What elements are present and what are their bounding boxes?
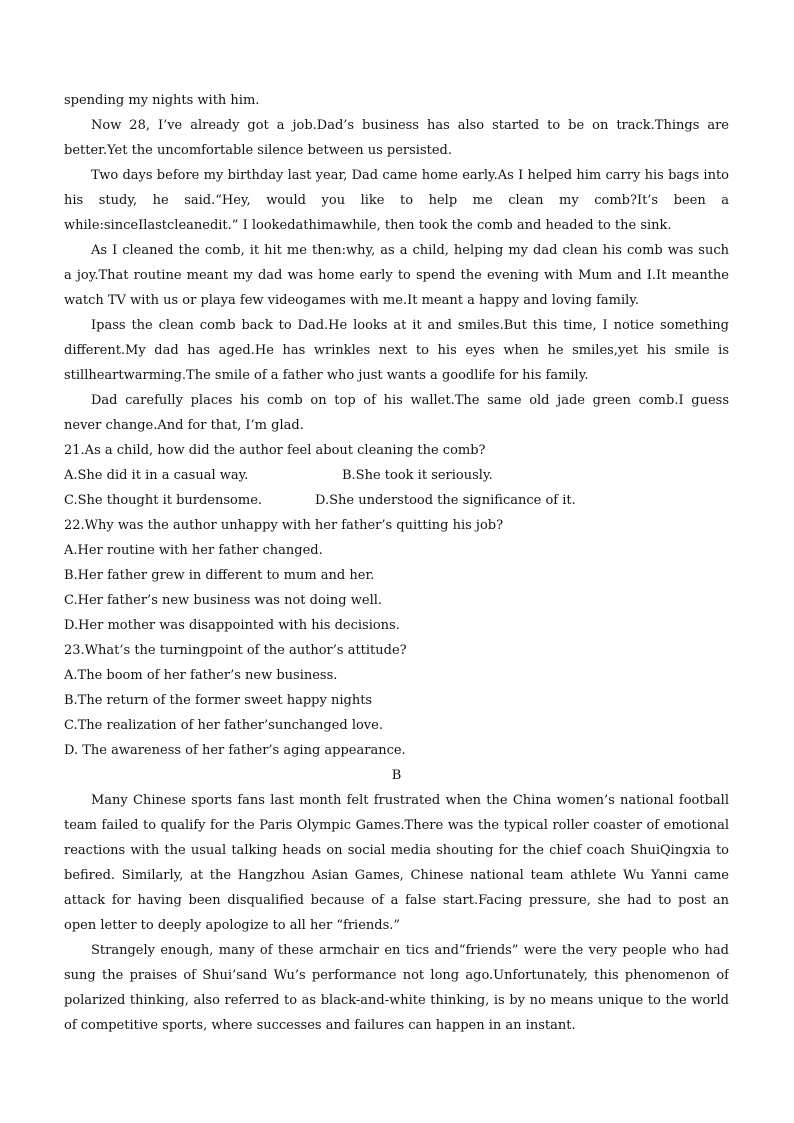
text-line: never change.And for that, I’m glad.	[64, 418, 304, 433]
text-line: stillheartwarming.The smile of a father who just wants a goodlife for his family.	[64, 368, 589, 383]
question-stem: 21.As a child, how did the author feel about cleaning the comb?	[64, 443, 486, 458]
text-line: befired. Similarly, at the Hangzhou Asian Games, Chinese national team athlete Wu Yanni came	[64, 868, 729, 883]
text-line: sung the praises of Shui’sand Wu’s performance not long ago.Unfortunately, this phenomenon of	[64, 968, 729, 983]
page-content	[64, 88, 729, 1038]
option-a: A.Her routine with her father changed.	[64, 543, 323, 558]
text-line: reactions with the usual talking heads on social media shouting for the chief coach ShuiQingxia to	[64, 843, 729, 858]
option-c: C.She thought it burdensome.	[64, 493, 263, 508]
option-a: A.She did it in a casual way.	[64, 468, 249, 483]
text-line: watch TV with us or playa few videogames with me.It meant a happy and loving family.	[64, 293, 640, 308]
text-line: of competitive sports, where successes and failures can happen in an instant.	[64, 1018, 576, 1033]
passage-b-paragraph-1	[64, 788, 729, 938]
text-line: team failed to qualify for the Paris Olympic Games.There was the typical roller coaster of emotional	[64, 818, 729, 833]
question-stem: 23.What’s the turningpoint of the author’s attitude?	[64, 643, 407, 658]
text-line: Now 28, I’ve already got a job.Dad’s business has also started to be on track.Things are	[91, 118, 729, 133]
text-line: different.My dad has aged.He has wrinkles next to his eyes when he smiles,yet his smile is	[64, 343, 729, 358]
option-b: B.The return of the former sweet happy nights	[64, 693, 373, 708]
section-heading-b: B	[391, 768, 402, 783]
text-line: Two days before my birthday last year, Dad came home early.As I helped him carry his bags into	[91, 168, 729, 183]
text-line: Strangely enough, many of these armchair en tics and“friends” were the very people who had	[91, 943, 729, 958]
text-line: attack for having been disqualified because of a false start.Facing pressure, she had to post an	[64, 893, 729, 908]
text-line: As I cleaned the comb, it hit me then:why, as a child, helping my dad clean his comb was such	[91, 243, 729, 258]
text-line: a joy.That routine meant my dad was home early to spend the evening with Mum and I.It meanthe	[64, 268, 729, 283]
question-22	[64, 513, 729, 638]
text-line: open letter to deeply apologize to all her “friends.”	[64, 918, 401, 933]
text-line: Ipass the clean comb back to Dad.He looks at it and smiles.But this time, I notice something	[91, 318, 729, 333]
passage-a-paragraph-3	[64, 163, 729, 238]
option-row	[64, 488, 729, 513]
option-d: D.Her mother was disappointed with his decisions.	[64, 618, 400, 633]
question-23	[64, 638, 729, 763]
passage-a-paragraph-4	[64, 238, 729, 313]
option-c: C.Her father’s new business was not doing well.	[64, 593, 383, 608]
passage-a-paragraph-tail: spending my nights with him.	[64, 93, 260, 108]
passage-a-paragraph-2	[64, 113, 729, 163]
question-21	[64, 438, 729, 513]
option-d: D.She understood the significance of it.	[315, 493, 576, 508]
passage-a-paragraph-6	[64, 388, 729, 438]
option-row	[64, 463, 729, 488]
question-stem: 22.Why was the author unhappy with her father’s quitting his job?	[64, 518, 504, 533]
text-line: his study, he said.“Hey, would you like to help me clean my comb?It’s been a	[64, 193, 729, 208]
text-line: Many Chinese sports fans last month felt frustrated when the China women’s national football	[91, 793, 729, 808]
option-c: C.The realization of her father’sunchanged love.	[64, 718, 383, 733]
passage-a-paragraph-5	[64, 313, 729, 388]
option-b: B.She took it seriously.	[342, 468, 493, 483]
text-line: polarized thinking, also referred to as black-and-white thinking, is by no means unique to the world	[64, 993, 729, 1008]
option-a: A.The boom of her father’s new business.	[64, 668, 338, 683]
text-line: while:sinceIlastcleanedit.” I lookedathimawhile, then took the comb and headed to the sink.	[64, 218, 672, 233]
passage-b-paragraph-2	[64, 938, 729, 1038]
option-b: B.Her father grew in different to mum and her.	[64, 568, 375, 583]
text-line: Dad carefully places his comb on top of his wallet.The same old jade green comb.I guess	[91, 393, 729, 408]
option-d: D. The awareness of her father’s aging appearance.	[64, 743, 406, 758]
text-line: better.Yet the uncomfortable silence between us persisted.	[64, 143, 453, 158]
